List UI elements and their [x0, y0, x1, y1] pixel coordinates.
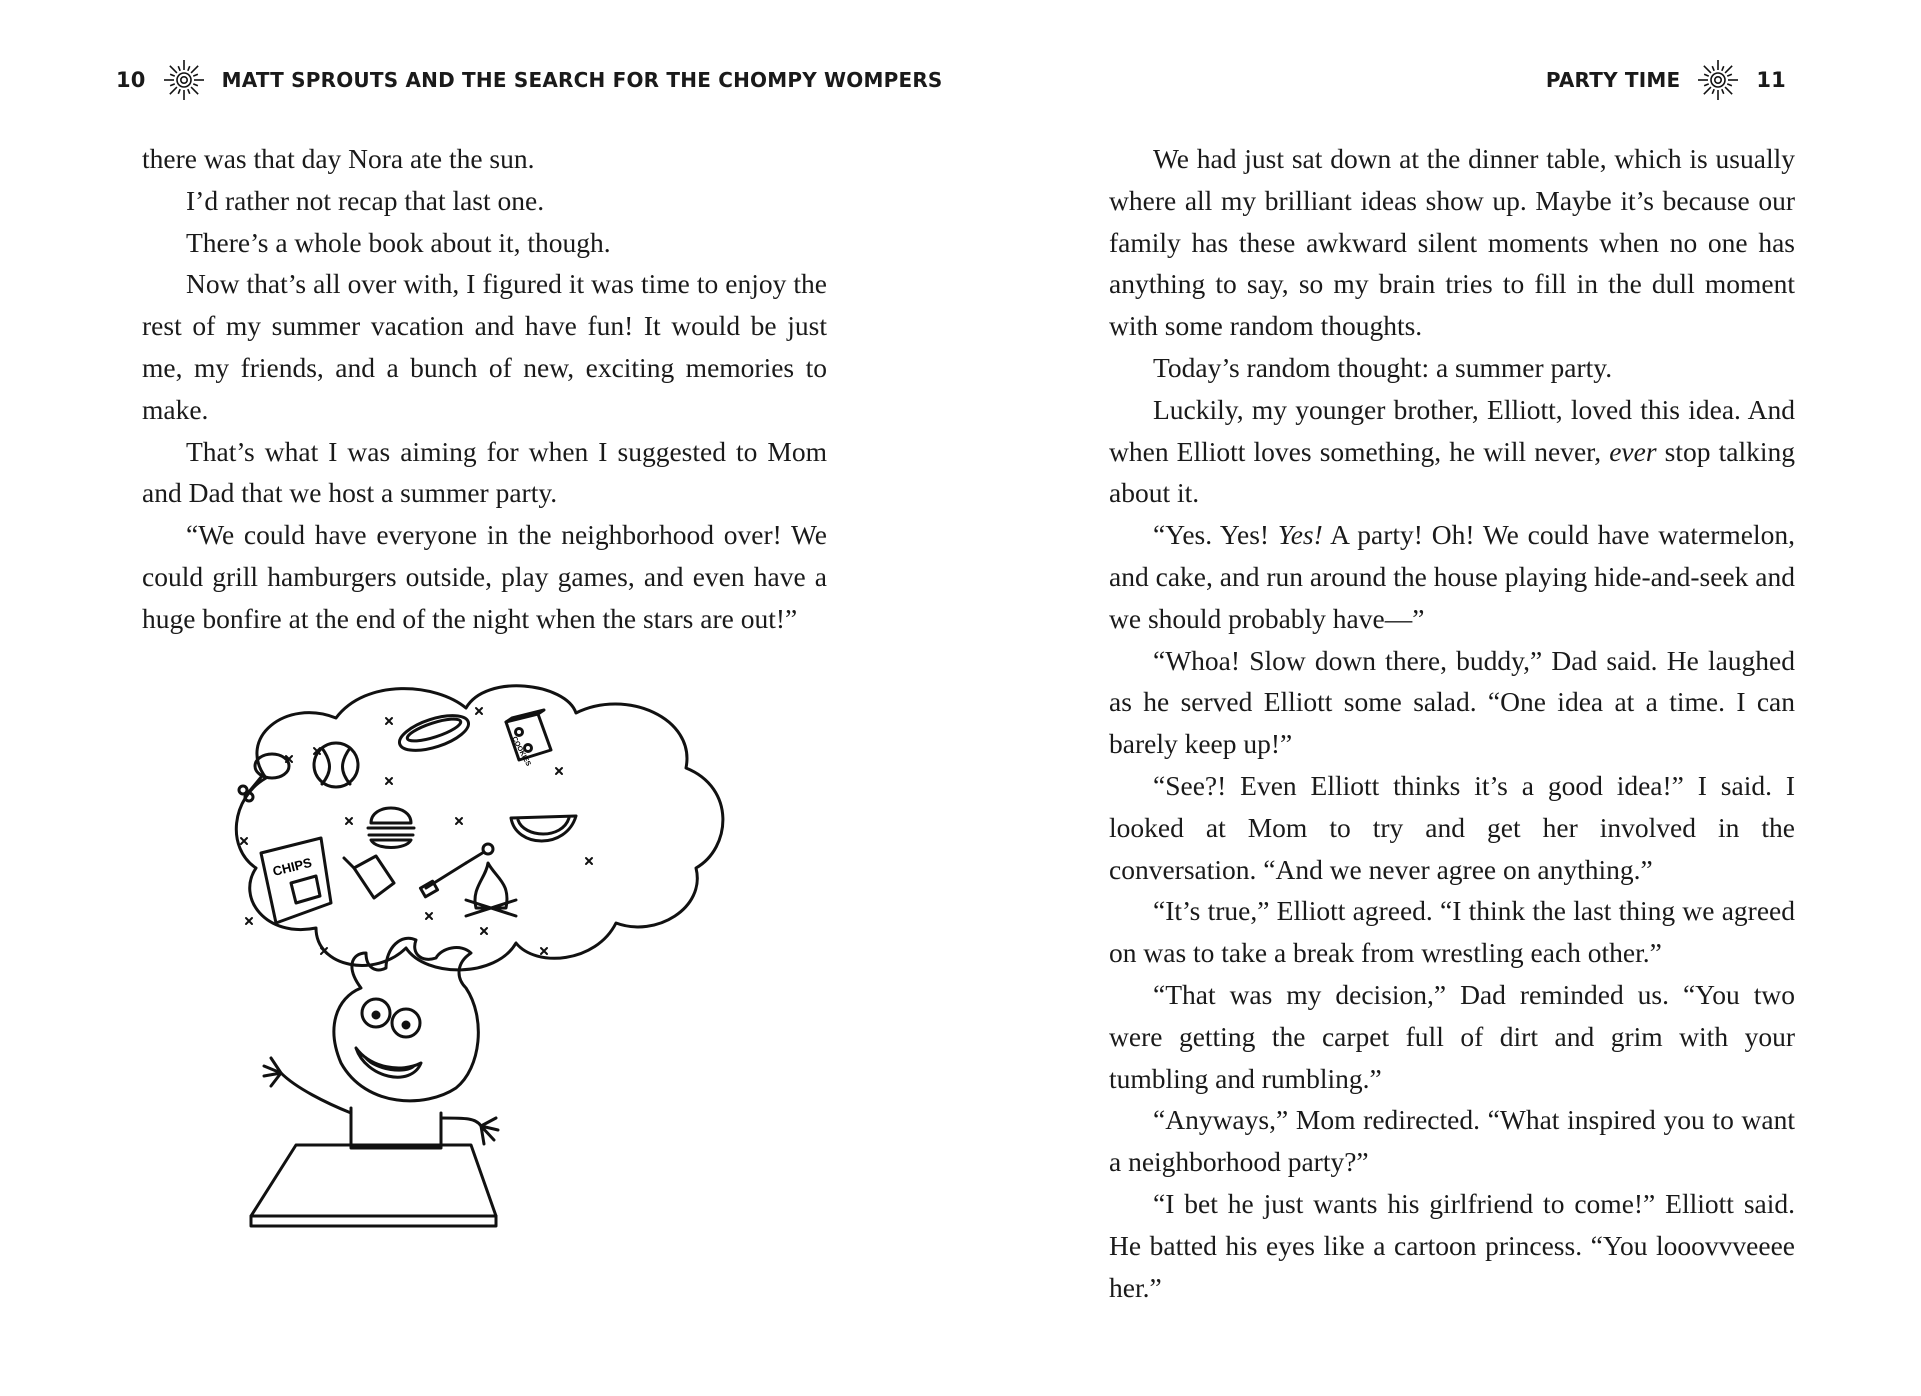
right-body-text — [1109, 138, 1795, 1308]
paragraph: “That was my decision,” Dad reminded us. “You two were getting the carpet full of dirt and grim with your tumbling and rumbling.” — [1109, 978, 1795, 1094]
sun-ray — [1728, 84, 1733, 86]
paragraph — [1109, 389, 1795, 514]
sun-ray — [187, 66, 189, 71]
left-running-title: MATT SPROUTS AND THE SEARCH FOR THE CHOMPY WOMPERS — [221, 68, 943, 92]
chips-label: CHIPS — [271, 854, 314, 879]
left-running-head — [116, 58, 943, 102]
cookies-label: COOKIES — [510, 735, 532, 768]
sun-ray — [1704, 87, 1711, 94]
thought-bubble-illustration — [226, 678, 756, 1248]
sun-ray — [170, 74, 175, 76]
sun-ray — [193, 84, 198, 86]
paragraph: there was that day Nora ate the sun. — [142, 143, 535, 174]
paragraph: There’s a whole book about it, though. — [186, 226, 611, 258]
sun-ray — [169, 87, 176, 94]
sun-ray — [1705, 74, 1710, 76]
paragraph: Today’s random thought: a summer party. — [1153, 351, 1613, 383]
paragraph: “We could have everyone in the neighborhood over! We could grill hamburgers outside, play games, and even have a huge bonfire at the end of the night when the stars are out!” — [142, 519, 827, 634]
thought-cloud — [236, 686, 723, 970]
paragraph: “See?! Even Elliott thinks it’s a good idea!” I said. I looked at Mom to try and get her involved in the conversation. “And we never agree on anything.” — [1109, 769, 1795, 885]
emphasis-text: Yes! — [1277, 519, 1323, 551]
sun-ray — [193, 74, 198, 76]
paragraph: “Whoa! Slow down there, buddy,” Dad said. He laughed as he served Elliott some salad. “One idea at a time. I can barely keep up!” — [1109, 644, 1795, 760]
text-run: “Yes. Yes! — [1153, 519, 1278, 551]
sun-ray — [191, 87, 198, 94]
emphasis-text: ever — [1609, 435, 1657, 467]
right-page-number: 11 — [1756, 68, 1786, 92]
sun-ray — [1722, 66, 1724, 71]
text-run: A party! Oh! We could have watermelon, and cake, and run around the house playing hide-and-seek and we should probably have—” — [1109, 519, 1796, 634]
ketchup-bottle-icon — [344, 856, 394, 898]
watermelon-icon — [511, 816, 576, 841]
sun-ray — [1725, 87, 1732, 94]
chips-bag-icon — [261, 838, 331, 923]
sun-ray — [187, 89, 189, 94]
paragraph: Now that’s all over with, I figured it was time to enjoy the rest of my summer vacation and have fun! It would be just me, my friends, and a bunch of new, exciting memories to make. — [142, 268, 827, 425]
sun-ray — [169, 66, 176, 73]
paragraph: “It’s true,” Elliott agreed. “I think the last thing we agreed on was to take a break from wrestling each other.” — [1109, 895, 1795, 969]
paragraph: I’d rather not recap that last one. — [186, 184, 545, 216]
left-page — [0, 0, 960, 1396]
sun-ray — [1704, 66, 1711, 73]
left-page-number: 10 — [116, 68, 146, 92]
drumstick-icon — [239, 754, 289, 801]
text-run: stop talking about it. — [1109, 435, 1795, 509]
cookies-box-icon — [506, 710, 551, 760]
right-page — [960, 0, 1921, 1396]
sun-ray — [1722, 89, 1724, 94]
paragraph: That’s what I was aiming for when I suggested to Mom and Dad that we host a summer party. — [142, 435, 827, 509]
campfire-icon — [466, 863, 516, 916]
sun-ray — [1705, 84, 1710, 86]
sun-ray — [178, 66, 180, 71]
sun-ray — [178, 89, 180, 94]
burger-icon — [368, 808, 414, 848]
left-body-text — [142, 138, 827, 640]
sun-ray — [191, 66, 198, 73]
sun-ray — [1713, 66, 1715, 71]
text-run: Luckily, my younger brother, Elliott, loved this idea. And when Elliott loves something, he will never, — [1109, 393, 1795, 467]
sun-ray — [1713, 89, 1715, 94]
right-running-title: PARTY TIME — [1545, 68, 1681, 92]
sun-ray — [1725, 66, 1732, 73]
hotdog-icon — [395, 709, 472, 758]
baseball-icon — [314, 743, 358, 787]
paragraph — [1109, 514, 1795, 639]
table-icon — [251, 1145, 496, 1226]
sun-ornament-icon — [162, 58, 206, 102]
paragraph: “I bet he just wants his girlfriend to come!” Elliott said. He batted his eyes like a cartoon princess. “You looovvveeee her.” — [1109, 1187, 1795, 1303]
marshmallow-stick-icon — [420, 844, 493, 897]
right-running-head — [1546, 58, 1786, 102]
sun-ray — [1728, 74, 1733, 76]
sun-ray — [170, 84, 175, 86]
sun-ornament-icon — [1696, 58, 1740, 102]
paragraph: “Anyways,” Mom redirected. “What inspired you to want a neighborhood party?” — [1109, 1104, 1795, 1178]
paragraph: We had just sat down at the dinner table, which is usually where all my brilliant ideas show up. Maybe it’s because our family has these awkward silent moments when no one has anything to say, so my brain tries to fill in the dull moment with some random thoughts. — [1109, 143, 1795, 342]
